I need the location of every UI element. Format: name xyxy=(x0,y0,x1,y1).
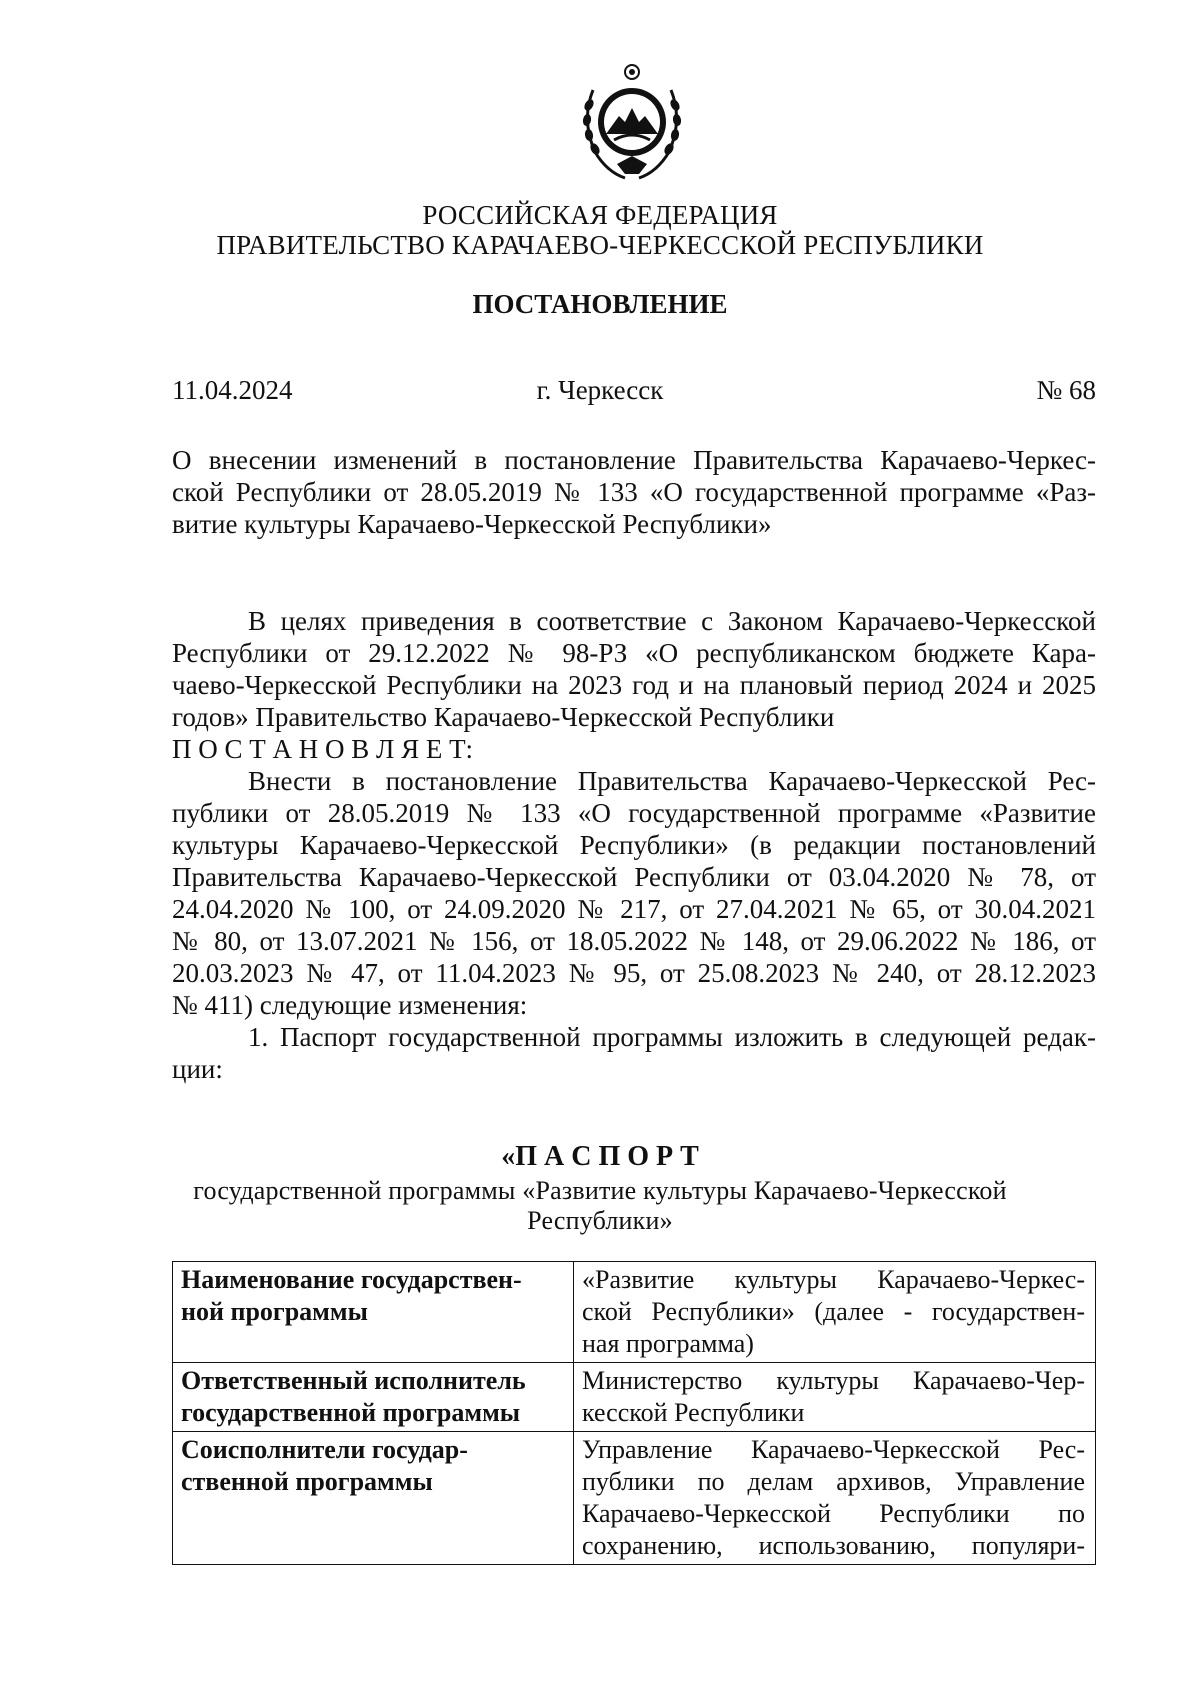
coat-of-arms-emblem xyxy=(573,60,691,188)
table-row xyxy=(173,1432,1096,1565)
label-line: государственной программы xyxy=(181,1398,521,1427)
row-label xyxy=(173,1432,574,1565)
table-row xyxy=(173,1363,1096,1432)
passport-subtitle: Республики» xyxy=(527,1206,673,1235)
subject-line: ской Республики от 28.05.2019 № 133 «О государственной программе «Раз- xyxy=(172,477,1096,507)
value-line: публики по делам архивов, Управление xyxy=(582,1467,1085,1496)
value-line: «Развитие культуры Карачаево-Черкес- xyxy=(582,1265,1085,1294)
amend-line: № 80, от 13.07.2021 № 156, от 18.05.2022 № 148, от 29.06.2022 № 186, от xyxy=(172,926,1096,956)
document-body xyxy=(172,605,1096,1085)
value-line: сохранению, использованию, популяри- xyxy=(582,1531,1085,1560)
preamble-line: чаево-Черкесской Республики на 2023 год и на плановый период 2024 и 2025 xyxy=(172,670,1096,700)
row-label xyxy=(173,1262,574,1363)
amend-line: Внести в постановление Правительства Карачаево-Черкесской Рес- xyxy=(248,766,1096,796)
amend-line: культуры Карачаево-Черкесской Республики» (в редакции постановлений xyxy=(172,830,1096,860)
amend-line: публики от 28.05.2019 № 133 «О государственной программе «Развитие xyxy=(172,798,1096,828)
amend-line: 24.04.2020 № 100, от 24.09.2020 № 217, от 27.04.2021 № 65, от 30.04.2021 xyxy=(172,894,1096,924)
table-row xyxy=(173,1262,1096,1363)
passport-table xyxy=(172,1261,1096,1565)
preamble-line: Республики от 29.12.2022 № 98-РЗ «О республиканском бюджете Кара- xyxy=(172,638,1096,668)
item1-line: ции: xyxy=(172,1054,223,1084)
label-line: Ответственный исполнитель xyxy=(181,1366,526,1395)
subject-line: витие культуры Карачаево-Черкесской Республики» xyxy=(172,509,772,539)
value-line: кесской Республики xyxy=(582,1398,805,1427)
label-line: ной программы xyxy=(181,1297,368,1326)
document-subject xyxy=(172,444,1096,540)
preamble-line: годов» Правительство Карачаево-Черкесской Республики xyxy=(172,702,835,732)
subject-line: О внесении изменений в постановление Правительства Карачаево-Черкес- xyxy=(172,445,1096,475)
document-type-title: ПОСТАНОВЛЕНИЕ xyxy=(472,289,728,319)
value-line: Министерство культуры Карачаево-Чер- xyxy=(582,1366,1085,1395)
passport-title: «П А С П О Р Т xyxy=(501,1141,699,1172)
amend-line: 20.03.2023 № 47, от 11.04.2023 № 95, от 25.08.2023 № 240, от 28.12.2023 xyxy=(172,958,1096,988)
row-label xyxy=(173,1363,574,1432)
amend-line: № 411) следующие изменения: xyxy=(172,990,528,1020)
government-heading: ПРАВИТЕЛЬСТВО КАРАЧАЕВО-ЧЕРКЕССКОЙ РЕСПУБЛИКИ xyxy=(216,230,984,260)
label-line: Наименование государствен- xyxy=(181,1265,522,1294)
value-line: ской Республики» (далее - государствен- xyxy=(582,1297,1085,1326)
label-line: ственной программы xyxy=(181,1467,433,1496)
value-line: ная программа) xyxy=(582,1329,754,1358)
row-value xyxy=(574,1432,1096,1565)
label-line: Соисполнители государ- xyxy=(181,1435,468,1464)
document-city: г. Черкесск xyxy=(536,375,664,405)
value-line: Управление Карачаево-Черкесской Рес- xyxy=(582,1435,1085,1464)
decrees-word: П О С Т А Н О В Л Я Е Т: xyxy=(172,734,474,764)
amend-line: Правительства Карачаево-Черкесской Республики от 03.04.2020 № 78, от xyxy=(172,862,1096,892)
row-value xyxy=(574,1262,1096,1363)
document-number: № 68 xyxy=(1036,375,1096,405)
passport-subtitle: государственной программы «Развитие культуры Карачаево-Черкесской xyxy=(193,1176,1007,1205)
row-value xyxy=(574,1363,1096,1432)
value-line: Карачаево-Черкесской Республики по xyxy=(582,1499,1085,1528)
country-heading: РОССИЙСКАЯ ФЕДЕРАЦИЯ xyxy=(422,200,778,230)
preamble-line: В целях приведения в соответствие с Законом Карачаево-Черкесской xyxy=(248,606,1096,636)
document-date: 11.04.2024 xyxy=(172,375,293,405)
item1-line: 1. Паспорт государственной программы изложить в следующей редак- xyxy=(248,1022,1096,1052)
